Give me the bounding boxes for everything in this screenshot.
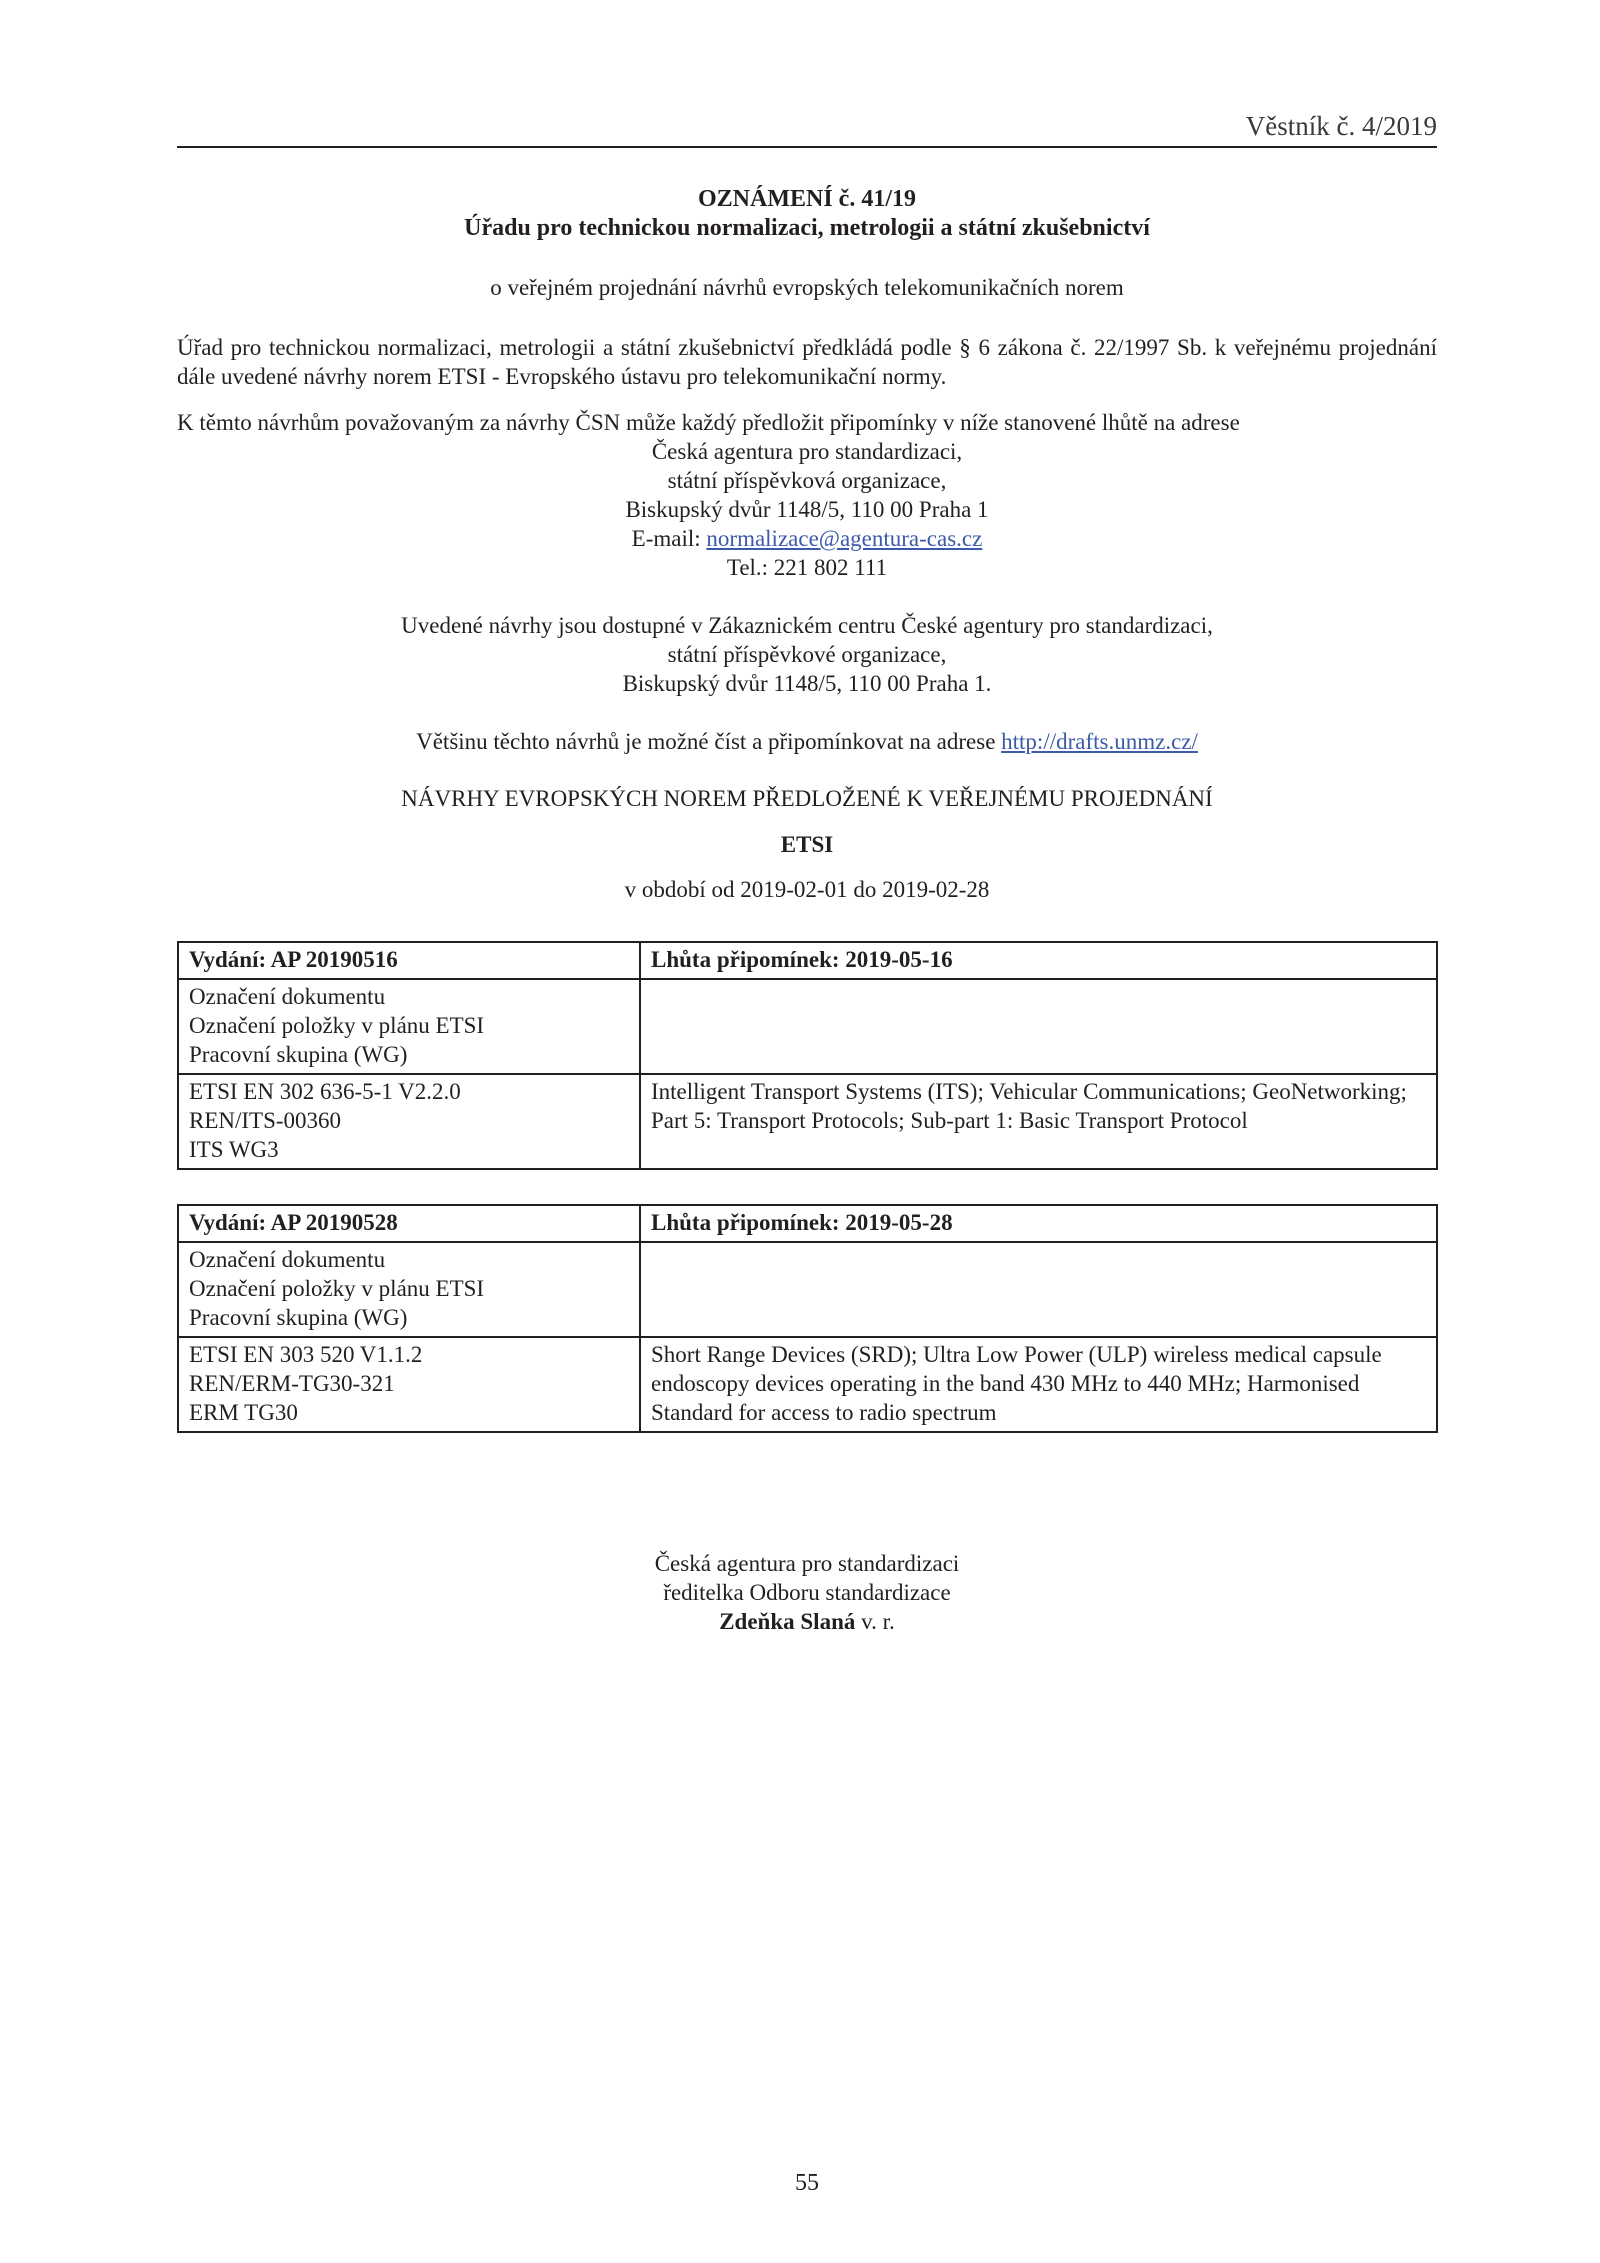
comments-address: [177, 437, 1437, 582]
document-code: ETSI EN 302 636-5-1 V2.2.0: [189, 1079, 461, 1104]
draft-table: [177, 941, 1438, 1170]
draft-table: [177, 1204, 1438, 1433]
address-line: Česká agentura pro standardizaci,: [651, 439, 963, 464]
comments-lead: K těmto návrhům považovaným za návrhy ČSN může každý předložit připomínky v níže stanovené lhůtě na adrese: [177, 410, 1240, 435]
intro-paragraph: Úřad pro technickou normalizaci, metrologii a státní zkušebnictví předkládá podle § 6 zákona č. 22/1997 Sb. k veřejnému projednání dále uvedené návrhy norem ETSI - Evropského ústavu pro telekomunikační normy.: [177, 335, 1437, 389]
availability-line: Biskupský dvůr 1148/5, 110 00 Praha 1.: [622, 671, 992, 696]
working-group: ITS WG3: [189, 1137, 279, 1162]
legend-line: Označení dokumentu: [189, 984, 386, 1009]
issue-cell: Vydání: AP 20190516: [178, 942, 640, 979]
address-line: státní příspěvková organizace,: [667, 468, 947, 493]
online-text: Většinu těchto návrhů je možné číst a připomínkovat na adrese: [416, 729, 1002, 754]
working-group: ERM TG30: [189, 1400, 298, 1425]
legend-line: Pracovní skupina (WG): [189, 1305, 408, 1330]
deadline-cell: Lhůta připomínek: 2019-05-16: [640, 942, 1437, 979]
legend-line: Označení položky v plánu ETSI: [189, 1276, 485, 1301]
empty-cell: [640, 979, 1437, 1074]
signature-name-line: [177, 1607, 1437, 1636]
empty-cell: [640, 1242, 1437, 1337]
email-link[interactable]: normalizace@agentura-cas.cz: [706, 526, 983, 551]
signature-suffix: v. r.: [855, 1609, 895, 1634]
signature-org: Česká agentura pro standardizaci: [654, 1551, 960, 1576]
legend-row: [178, 1242, 1437, 1337]
availability-line: státní příspěvkové organizace,: [667, 642, 947, 667]
legend-cell: [178, 979, 640, 1074]
signature-block: [177, 1549, 1437, 1636]
table-header-row: [178, 942, 1437, 979]
issuing-office: Úřadu pro technickou normalizaci, metrologii a státní zkušebnictví: [464, 215, 1150, 241]
legend-line: Označení dokumentu: [189, 1247, 386, 1272]
organization-heading: ETSI: [780, 832, 834, 857]
table-row: [178, 1337, 1437, 1432]
address-line: Biskupský dvůr 1148/5, 110 00 Praha 1: [625, 497, 989, 522]
drafts-link[interactable]: http://drafts.unmz.cz/: [1001, 729, 1198, 754]
availability-block: [177, 611, 1437, 698]
document-id-cell: [178, 1074, 640, 1169]
signature-role: ředitelka Odboru standardizace: [663, 1580, 951, 1605]
signatory-name: Zdeňka Slaná: [719, 1609, 856, 1634]
table-header-row: [178, 1205, 1437, 1242]
work-item: REN/ITS-00360: [189, 1108, 342, 1133]
legend-line: Označení položky v plánu ETSI: [189, 1013, 485, 1038]
online-access: [177, 727, 1437, 756]
document-id-cell: [178, 1337, 640, 1432]
email-label: E-mail:: [631, 526, 707, 551]
description-cell: Short Range Devices (SRD); Ultra Low Power (ULP) wireless medical capsule endoscopy devices operating in the band 430 MHz to 440 MHz; Harmonised Standard for access to radio spectrum: [640, 1337, 1437, 1432]
page-number: 55: [795, 2170, 819, 2196]
deadline-cell: Lhůta připomínek: 2019-05-28: [640, 1205, 1437, 1242]
availability-line: Uvedené návrhy jsou dostupné v Zákaznickém centru České agentury pro standardizaci,: [401, 613, 1213, 638]
legend-row: [178, 979, 1437, 1074]
period: v období od 2019-02-01 do 2019-02-28: [624, 877, 990, 902]
work-item: REN/ERM-TG30-321: [189, 1371, 395, 1396]
notice-subject: o veřejném projednání návrhů evropských telekomunikačních norem: [490, 275, 1124, 300]
table-row: [178, 1074, 1437, 1169]
description-cell: Intelligent Transport Systems (ITS); Vehicular Communications; GeoNetworking; Part 5: Transport Protocols; Sub-part 1: Basic Transport Protocol: [640, 1074, 1437, 1169]
legend-line: Pracovní skupina (WG): [189, 1042, 408, 1067]
section-heading: NÁVRHY EVROPSKÝCH NOREM PŘEDLOŽENÉ K VEŘEJNÉMU PROJEDNÁNÍ: [401, 786, 1213, 811]
phone-line: Tel.: 221 802 111: [726, 555, 888, 580]
email-line: [177, 524, 1437, 553]
document-code: ETSI EN 303 520 V1.1.2: [189, 1342, 423, 1367]
legend-cell: [178, 1242, 640, 1337]
running-header: Věstník č. 4/2019: [177, 108, 1437, 148]
notice-number: OZNÁMENÍ č. 41/19: [698, 186, 916, 212]
issue-cell: Vydání: AP 20190528: [178, 1205, 640, 1242]
